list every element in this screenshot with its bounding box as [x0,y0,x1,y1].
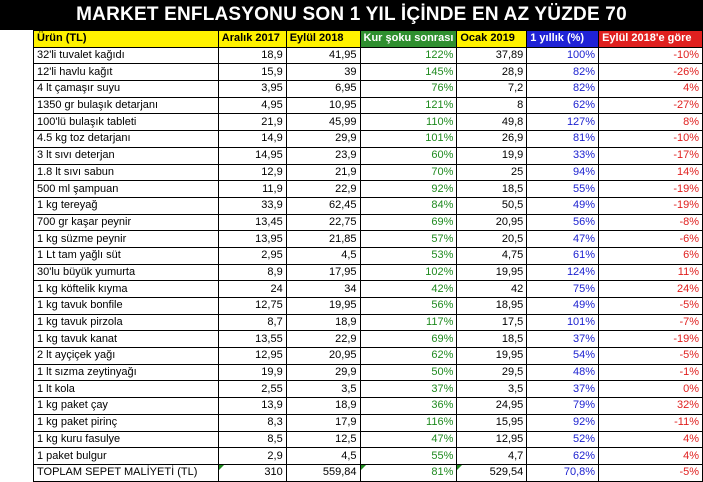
price-sep-2018: 22,9 [286,181,360,198]
product-name: 1.8 lt sıvı sabun [34,164,219,181]
total-price-jan-2019: 529,54 [457,464,527,481]
change-after-shock: 42% [360,281,457,298]
price-jan-2019: 50,5 [457,197,527,214]
change-after-shock: 69% [360,331,457,348]
price-sep-2018: 4,5 [286,247,360,264]
price-sep-2018: 22,75 [286,214,360,231]
price-dec-2017: 15,9 [218,64,286,81]
price-sep-2018: 17,95 [286,264,360,281]
change-vs-sep-2018: 0% [599,381,703,398]
table-row [34,81,703,98]
price-dec-2017: 14,95 [218,147,286,164]
change-vs-sep-2018: -6% [599,231,703,248]
yearly-change: 101% [527,314,599,331]
product-name: 12'li havlu kağıt [34,64,219,81]
change-after-shock: 53% [360,247,457,264]
price-sep-2018: 29,9 [286,131,360,148]
change-after-shock: 60% [360,147,457,164]
total-product-name: TOPLAM SEPET MALİYETİ (TL) [34,464,219,481]
yearly-change: 49% [527,197,599,214]
price-sep-2018: 39 [286,64,360,81]
table-row [34,264,703,281]
change-after-shock: 37% [360,381,457,398]
yearly-change: 62% [527,97,599,114]
change-after-shock: 36% [360,398,457,415]
price-jan-2019: 18,95 [457,298,527,315]
yearly-change: 52% [527,431,599,448]
change-vs-sep-2018: -19% [599,197,703,214]
yearly-change: 62% [527,448,599,465]
yearly-change: 37% [527,331,599,348]
header-dec-2017: Aralık 2017 [218,31,286,48]
price-sep-2018: 21,9 [286,164,360,181]
product-name: 1 kg paket çay [34,398,219,415]
change-after-shock: 57% [360,231,457,248]
table-row [34,381,703,398]
change-after-shock: 122% [360,47,457,64]
change-after-shock: 110% [360,114,457,131]
yearly-change: 127% [527,114,599,131]
total-price-sep-2018: 559,84 [286,464,360,481]
price-dec-2017: 13,55 [218,331,286,348]
change-vs-sep-2018: 4% [599,81,703,98]
price-table [33,30,703,482]
change-after-shock: 55% [360,448,457,465]
yearly-change: 94% [527,164,599,181]
change-after-shock: 62% [360,348,457,365]
change-vs-sep-2018: 6% [599,247,703,264]
price-jan-2019: 19,95 [457,348,527,365]
price-dec-2017: 13,9 [218,398,286,415]
product-name: 1 kg kuru fasulye [34,431,219,448]
price-sep-2018: 22,9 [286,331,360,348]
price-dec-2017: 3,95 [218,81,286,98]
table-row [34,47,703,64]
table-row [34,448,703,465]
price-jan-2019: 18,5 [457,181,527,198]
yearly-change: 56% [527,214,599,231]
price-jan-2019: 28,9 [457,64,527,81]
table-row [34,348,703,365]
price-jan-2019: 37,89 [457,47,527,64]
change-after-shock: 47% [360,431,457,448]
price-sep-2018: 19,95 [286,298,360,315]
product-name: 1 paket bulgur [34,448,219,465]
price-dec-2017: 21,9 [218,114,286,131]
total-yearly-change: 70,8% [527,464,599,481]
table-row [34,281,703,298]
product-name: 100'lü bulaşık tableti [34,114,219,131]
header-sep-2018: Eylül 2018 [286,31,360,48]
product-name: 500 ml şampuan [34,181,219,198]
change-after-shock: 84% [360,197,457,214]
table-row [34,298,703,315]
price-sep-2018: 62,45 [286,197,360,214]
price-dec-2017: 13,95 [218,231,286,248]
change-vs-sep-2018: -26% [599,64,703,81]
price-dec-2017: 4,95 [218,97,286,114]
product-name: 4.5 kg toz detarjanı [34,131,219,148]
change-after-shock: 121% [360,97,457,114]
price-jan-2019: 25 [457,164,527,181]
product-name: 3 lt sıvı deterjan [34,147,219,164]
price-sep-2018: 29,9 [286,364,360,381]
product-name: 30'lu büyük yumurta [34,264,219,281]
price-dec-2017: 12,75 [218,298,286,315]
price-jan-2019: 49,8 [457,114,527,131]
change-vs-sep-2018: -5% [599,348,703,365]
change-vs-sep-2018: -19% [599,331,703,348]
table-row [34,364,703,381]
table-row [34,231,703,248]
price-sep-2018: 41,95 [286,47,360,64]
table-row [34,197,703,214]
price-jan-2019: 12,95 [457,431,527,448]
price-jan-2019: 3,5 [457,381,527,398]
change-after-shock: 116% [360,414,457,431]
table-row [34,314,703,331]
total-price-dec-2017: 310 [218,464,286,481]
price-dec-2017: 8,7 [218,314,286,331]
product-name: 32'li tuvalet kağıdı [34,47,219,64]
table-row [34,164,703,181]
table-row [34,64,703,81]
change-vs-sep-2018: 11% [599,264,703,281]
header-row [34,31,703,48]
table-row [34,431,703,448]
price-dec-2017: 12,9 [218,164,286,181]
product-name: 4 lt çamaşır suyu [34,81,219,98]
table-row [34,114,703,131]
yearly-change: 82% [527,81,599,98]
price-sep-2018: 23,9 [286,147,360,164]
yearly-change: 47% [527,231,599,248]
yearly-change: 100% [527,47,599,64]
price-sep-2018: 12,5 [286,431,360,448]
product-name: 1 lt kola [34,381,219,398]
table-row [34,398,703,415]
yearly-change: 37% [527,381,599,398]
price-sep-2018: 6,95 [286,81,360,98]
table-row [34,131,703,148]
price-jan-2019: 4,7 [457,448,527,465]
price-dec-2017: 12,95 [218,348,286,365]
price-sep-2018: 17,9 [286,414,360,431]
price-dec-2017: 11,9 [218,181,286,198]
change-after-shock: 69% [360,214,457,231]
product-name: 1 kg tereyağ [34,197,219,214]
change-after-shock: 56% [360,298,457,315]
price-dec-2017: 2,55 [218,381,286,398]
price-dec-2017: 18,9 [218,47,286,64]
price-jan-2019: 19,9 [457,147,527,164]
price-jan-2019: 7,2 [457,81,527,98]
table-row [34,414,703,431]
yearly-change: 48% [527,364,599,381]
yearly-change: 82% [527,64,599,81]
change-vs-sep-2018: 14% [599,164,703,181]
change-vs-sep-2018: -11% [599,414,703,431]
price-jan-2019: 29,5 [457,364,527,381]
price-sep-2018: 4,5 [286,448,360,465]
yearly-change: 75% [527,281,599,298]
header-vs-sep-2018: Eylül 2018'e göre [599,31,703,48]
price-jan-2019: 18,5 [457,331,527,348]
change-after-shock: 50% [360,364,457,381]
product-name: 1 kg tavuk kanat [34,331,219,348]
product-name: 1 kg tavuk pirzola [34,314,219,331]
price-dec-2017: 8,3 [218,414,286,431]
change-vs-sep-2018: 4% [599,431,703,448]
price-dec-2017: 8,9 [218,264,286,281]
product-name: 1 kg tavuk bonfile [34,298,219,315]
table-row [34,97,703,114]
table-row [34,331,703,348]
product-name: 1 lt sızma zeytinyağı [34,364,219,381]
price-dec-2017: 13,45 [218,214,286,231]
page-title: MARKET ENFLASYONU SON 1 YIL İÇİNDE EN AZ YÜZDE 70 [0,0,703,30]
change-vs-sep-2018: -10% [599,47,703,64]
price-jan-2019: 15,95 [457,414,527,431]
price-dec-2017: 14,9 [218,131,286,148]
change-after-shock: 92% [360,181,457,198]
price-dec-2017: 19,9 [218,364,286,381]
change-vs-sep-2018: -7% [599,314,703,331]
price-sep-2018: 3,5 [286,381,360,398]
price-dec-2017: 33,9 [218,197,286,214]
table-row [34,181,703,198]
price-jan-2019: 24,95 [457,398,527,415]
change-after-shock: 102% [360,264,457,281]
product-name: 2 lt ayçiçek yağı [34,348,219,365]
price-jan-2019: 20,95 [457,214,527,231]
change-vs-sep-2018: -10% [599,131,703,148]
yearly-change: 33% [527,147,599,164]
change-vs-sep-2018: -1% [599,364,703,381]
header-yearly-change: 1 yıllık (%) [527,31,599,48]
change-vs-sep-2018: -8% [599,214,703,231]
header-product: Ürün (TL) [34,31,219,48]
price-sep-2018: 18,9 [286,398,360,415]
yearly-change: 124% [527,264,599,281]
price-dec-2017: 8,5 [218,431,286,448]
change-after-shock: 101% [360,131,457,148]
price-jan-2019: 26,9 [457,131,527,148]
change-vs-sep-2018: -19% [599,181,703,198]
yearly-change: 92% [527,414,599,431]
price-sep-2018: 18,9 [286,314,360,331]
change-after-shock: 117% [360,314,457,331]
change-vs-sep-2018: 24% [599,281,703,298]
product-name: 1 kg paket pirinç [34,414,219,431]
product-name: 1350 gr bulaşık detarjanı [34,97,219,114]
header-after-currency-shock: Kur şoku sonrası [360,31,457,48]
price-jan-2019: 42 [457,281,527,298]
header-jan-2019: Ocak 2019 [457,31,527,48]
total-change-vs-sep-2018: -5% [599,464,703,481]
yearly-change: 49% [527,298,599,315]
change-vs-sep-2018: 32% [599,398,703,415]
yearly-change: 54% [527,348,599,365]
price-jan-2019: 20,5 [457,231,527,248]
price-jan-2019: 17,5 [457,314,527,331]
price-sep-2018: 20,95 [286,348,360,365]
price-jan-2019: 8 [457,97,527,114]
total-change-after-shock: 81% [360,464,457,481]
change-vs-sep-2018: -17% [599,147,703,164]
change-vs-sep-2018: 4% [599,448,703,465]
change-vs-sep-2018: -5% [599,298,703,315]
table-row [34,147,703,164]
price-sep-2018: 34 [286,281,360,298]
price-dec-2017: 2,95 [218,247,286,264]
price-jan-2019: 19,95 [457,264,527,281]
price-sep-2018: 21,85 [286,231,360,248]
yearly-change: 81% [527,131,599,148]
yearly-change: 79% [527,398,599,415]
change-vs-sep-2018: -27% [599,97,703,114]
product-name: 700 gr kaşar peynir [34,214,219,231]
price-jan-2019: 4,75 [457,247,527,264]
yearly-change: 61% [527,247,599,264]
table-row [34,247,703,264]
product-name: 1 kg köftelik kıyma [34,281,219,298]
yearly-change: 55% [527,181,599,198]
change-vs-sep-2018: 8% [599,114,703,131]
price-dec-2017: 24 [218,281,286,298]
change-after-shock: 70% [360,164,457,181]
price-sep-2018: 45,99 [286,114,360,131]
table-row [34,214,703,231]
price-dec-2017: 2,9 [218,448,286,465]
change-after-shock: 76% [360,81,457,98]
change-after-shock: 145% [360,64,457,81]
product-name: 1 kg süzme peynir [34,231,219,248]
price-sep-2018: 10,95 [286,97,360,114]
product-name: 1 Lt tam yağlı süt [34,247,219,264]
